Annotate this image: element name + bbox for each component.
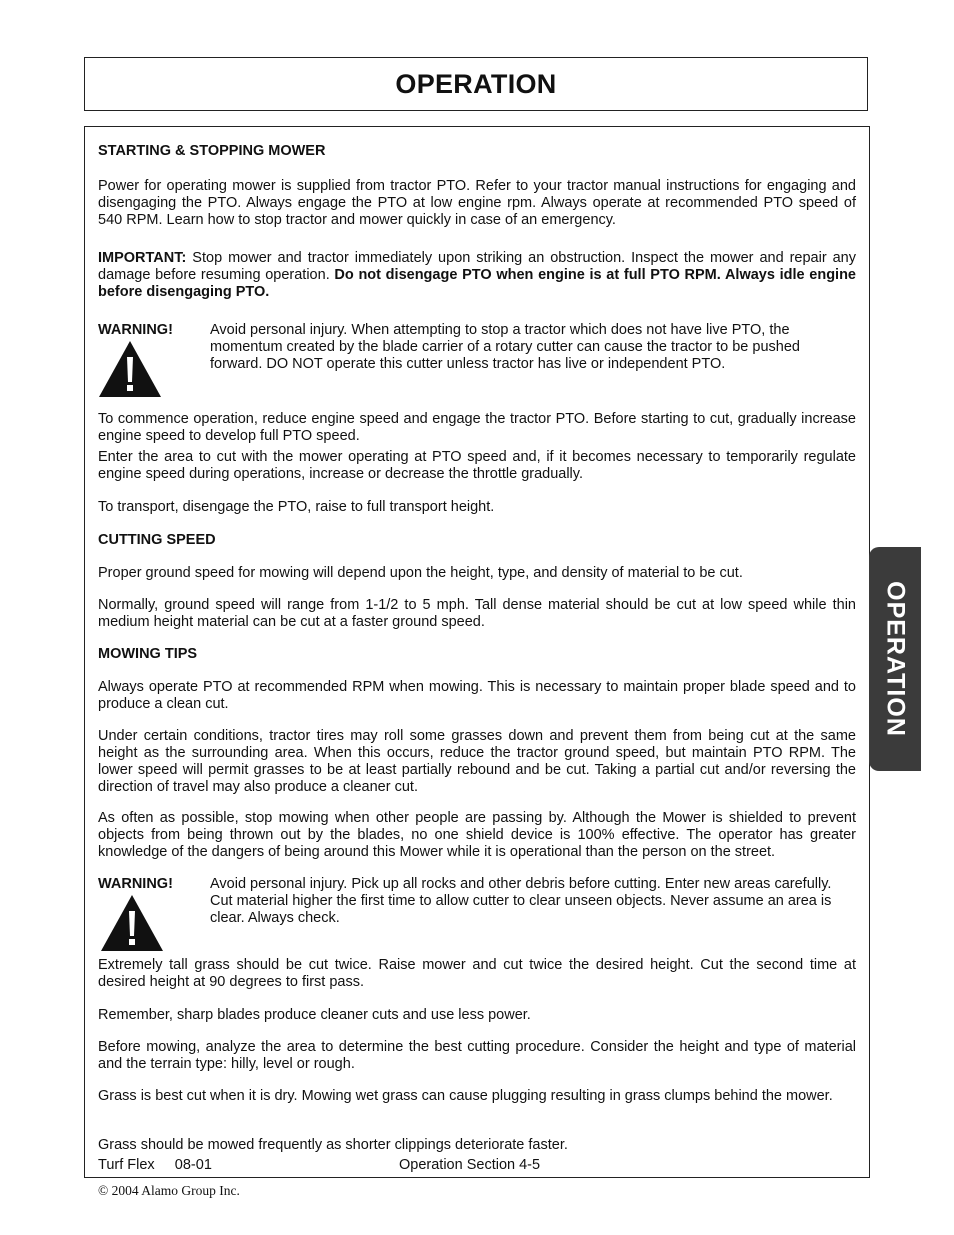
warning-label-2: WARNING!	[98, 876, 173, 892]
heading-cutting-speed: CUTTING SPEED	[98, 532, 216, 548]
page-title-box	[84, 57, 868, 111]
paragraph-mow-frequently: Grass should be mowed frequently as shorter clippings deteriorate faster.	[98, 1137, 568, 1153]
warning-text-2: Avoid personal injury. Pick up all rocks and other debris before cutting. Enter new areas carefully. Cut material higher the first time to allow cutter to clear unseen objects. Never assume an area is clear. Always check.	[210, 876, 832, 926]
paragraph-people-passing: As often as possible, stop mowing when other people are passing by. Although the Mower is shielded to prevent objects from being thrown out by the blades, no one shield device is 100% effective. The operator has greater knowledge of the dangers of being around this Mower while it is operational than the person on the street.	[98, 810, 856, 860]
heading-mowing-tips: MOWING TIPS	[98, 646, 198, 662]
paragraph-tractor-tires: Under certain conditions, tractor tires may roll some grasses down and prevent them from being cut at the same height as the surrounding area. When this occurs, reduce the tractor ground speed, but maintain PTO RPM. The lower speed will permit grasses to be at least partially rebound and be cut. Taking a partial cut and/or reversing the direction of travel may also produce a cleaner cut.	[98, 728, 856, 795]
paragraph-ground-speed: Proper ground speed for mowing will depend upon the height, type, and density of material to be cut.	[98, 565, 743, 581]
paragraph-power: Power for operating mower is supplied from tractor PTO. Refer to your tractor manual instructions for engaging and disengaging the PTO. Always engage the PTO at low engine rpm. Always operate at recommended PTO speed of 540 RPM. Learn how to stop tractor and mower quickly in case of an emergency.	[98, 178, 856, 228]
warning-text-1: Avoid personal injury. When attempting to stop a tractor which does not have live PTO, the momentum created by the blade carrier of a rotary cutter can cause the tractor to be pushed forward. DO NOT operate this cutter unless tractor has live or independent PTO.	[210, 322, 800, 372]
important-text: Stop mower and tractor immediately upon striking an obstruction. Inspect the mower and repair any damage before resuming operation.	[98, 250, 856, 283]
footer-section-page: Operation Section 4-5	[399, 1157, 541, 1173]
paragraph-pto-rpm: Always operate PTO at recommended RPM when mowing. This is necessary to maintain proper blade speed and to produce a clean cut.	[98, 679, 856, 712]
paragraph-analyze-area: Before mowing, analyze the area to determine the best cutting procedure. Consider the height and type of material and the terrain type: hilly, level or rough.	[98, 1039, 856, 1072]
section-side-tab	[869, 547, 921, 771]
warning-triangle-icon	[99, 893, 165, 953]
paragraph-speed-range: Normally, ground speed will range from 1-1/2 to 5 mph. Tall dense material should be cut at low speed while thin medium height material can be cut at a faster ground speed.	[98, 597, 856, 630]
paragraph-sharp-blades: Remember, sharp blades produce cleaner cuts and use less power.	[98, 1007, 531, 1023]
paragraph-dry-grass: Grass is best cut when it is dry. Mowing wet grass can cause plugging resulting in grass clumps behind the mower.	[98, 1088, 833, 1104]
paragraph-transport: To transport, disengage the PTO, raise to full transport height.	[98, 499, 495, 515]
side-tab-label: OPERATION	[881, 581, 910, 737]
paragraph-enter-area: Enter the area to cut with the mower operating at PTO speed and, if it becomes necessary to temporarily regulate engine speed during operations, increase or decrease the throttle gradually.	[98, 449, 856, 482]
page-title: OPERATION	[395, 68, 557, 99]
copyright-notice: © 2004 Alamo Group Inc.	[98, 1183, 240, 1198]
warning-triangle-icon	[97, 339, 163, 399]
paragraph-important	[98, 250, 856, 301]
important-bold-text: Do not disengage PTO when engine is at full PTO RPM. Always idle engine before disengaging PTO.	[98, 267, 857, 300]
warning-label-1: WARNING!	[98, 322, 173, 338]
paragraph-commence: To commence operation, reduce engine speed and engage the tractor PTO. Before starting to cut, gradually increase engine speed to develop full PTO speed.	[98, 411, 856, 444]
heading-starting-stopping: STARTING & STOPPING MOWER	[98, 143, 326, 159]
footer-model-date: Turf Flex 08-01	[98, 1157, 212, 1173]
paragraph-tall-grass: Extremely tall grass should be cut twice. Raise mower and cut twice the desired height. Cut the second time at desired height at 90 degrees to first pass.	[98, 957, 856, 990]
important-label: IMPORTANT:	[98, 250, 187, 266]
